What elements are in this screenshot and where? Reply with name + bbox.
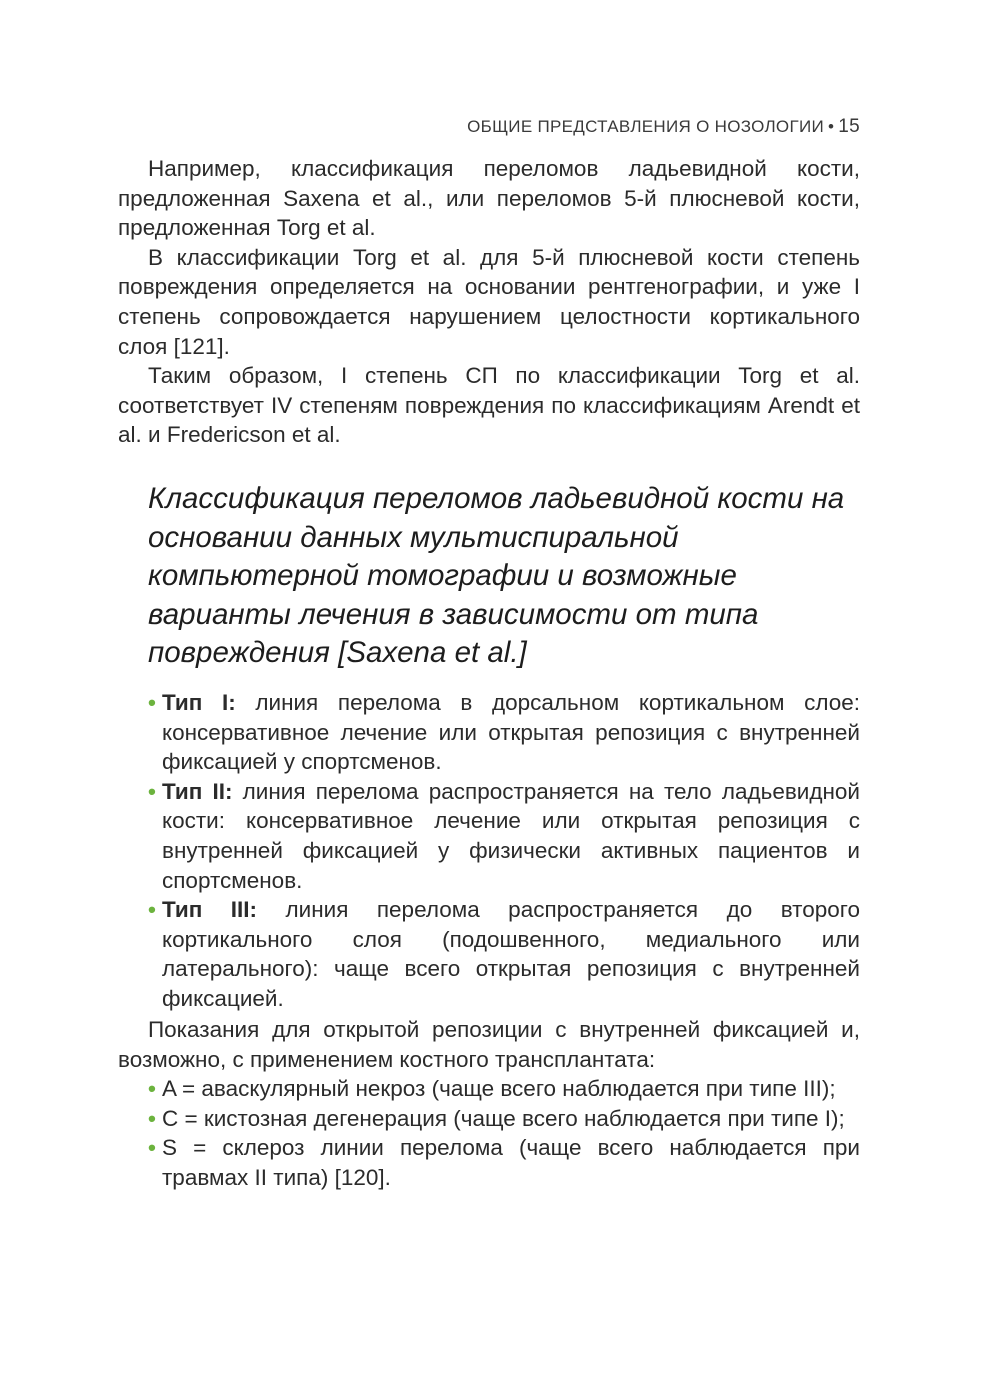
list-item-text: A = аваскулярный некроз (чаще всего наблюдается при типе III); [162, 1076, 836, 1101]
list-item-term: Тип II: [162, 778, 233, 804]
list-item-text: линия перелома распространяется на тело ладьевидной кости: консервативное лечение или открытая репозиция с внутренней фиксацией у физически активных пациентов и спортсменов. [162, 778, 860, 893]
bullet-icon: • [148, 1105, 156, 1131]
indication-list [148, 1074, 860, 1192]
fracture-type-list [148, 688, 860, 1014]
paragraph: Показания для открытой репозиции с внутренней фиксацией и, возможно, с применением костного трансплантата: [118, 1017, 860, 1072]
list-item [148, 688, 860, 777]
running-header-title: ОБЩИЕ ПРЕДСТАВЛЕНИЯ О НОЗОЛОГИИ [467, 117, 824, 136]
list-item [148, 1133, 860, 1192]
bullet-icon: • [148, 1135, 156, 1161]
list-item-text: линия перелома распространяется до второго кортикального слоя (подошвенного, медиального или латерального): чаще всего открытая репозиция с внутренней фиксацией. [162, 897, 860, 1011]
list-item [148, 895, 860, 1013]
paragraph: Таким образом, I степень СП по классификации Torg et al. соответствует IV степеням повреждения по классификациям Arendt et al. и Fredericson et al. [118, 363, 860, 448]
list-item-term: Тип III: [162, 897, 258, 923]
list-item [148, 1074, 860, 1104]
paragraph: Например, классификация переломов ладьевидной кости, предложенная Saxena et al., или переломов 5-й плюсневой кости, предложенная Torg et al. [118, 156, 860, 241]
list-item-text: C = кистозная дегенерация (чаще всего наблюдается при типе I); [162, 1105, 845, 1131]
bullet-icon: • [148, 897, 156, 923]
indications-text [118, 1015, 860, 1074]
section-heading: Классификация переломов ладьевидной кости на основании данных мультиспиральной компьютерной томографии и возможные варианты лечения в зависимости от типа повреждения [Saxena et al.] [148, 482, 845, 669]
page-number: 15 [838, 116, 860, 137]
bullet-icon: • [148, 778, 156, 804]
bullet-icon: • [148, 690, 156, 715]
running-header [467, 116, 860, 138]
list-item [148, 777, 860, 895]
list-item-text: линия перелома в дорсальном кортикальном слое: консервативное лечение или открытая репозиция с внутренней фиксацией у спортсменов. [162, 690, 861, 775]
list-item-term: Тип I: [162, 690, 236, 715]
list-item [148, 1104, 860, 1134]
running-header-separator: • [828, 117, 835, 136]
paragraph: В классификации Torg et al. для 5-й плюсневой кости степень повреждения определяется на основании рентгенографии, и уже I степень сопровождается нарушением целостности кортикального слоя [121]. [118, 244, 860, 359]
list-item-text: S = склероз линии перелома (чаще всего наблюдается при травмах II типа) [120]. [162, 1135, 860, 1190]
bullet-icon: • [148, 1076, 156, 1101]
intro-text [118, 154, 860, 450]
